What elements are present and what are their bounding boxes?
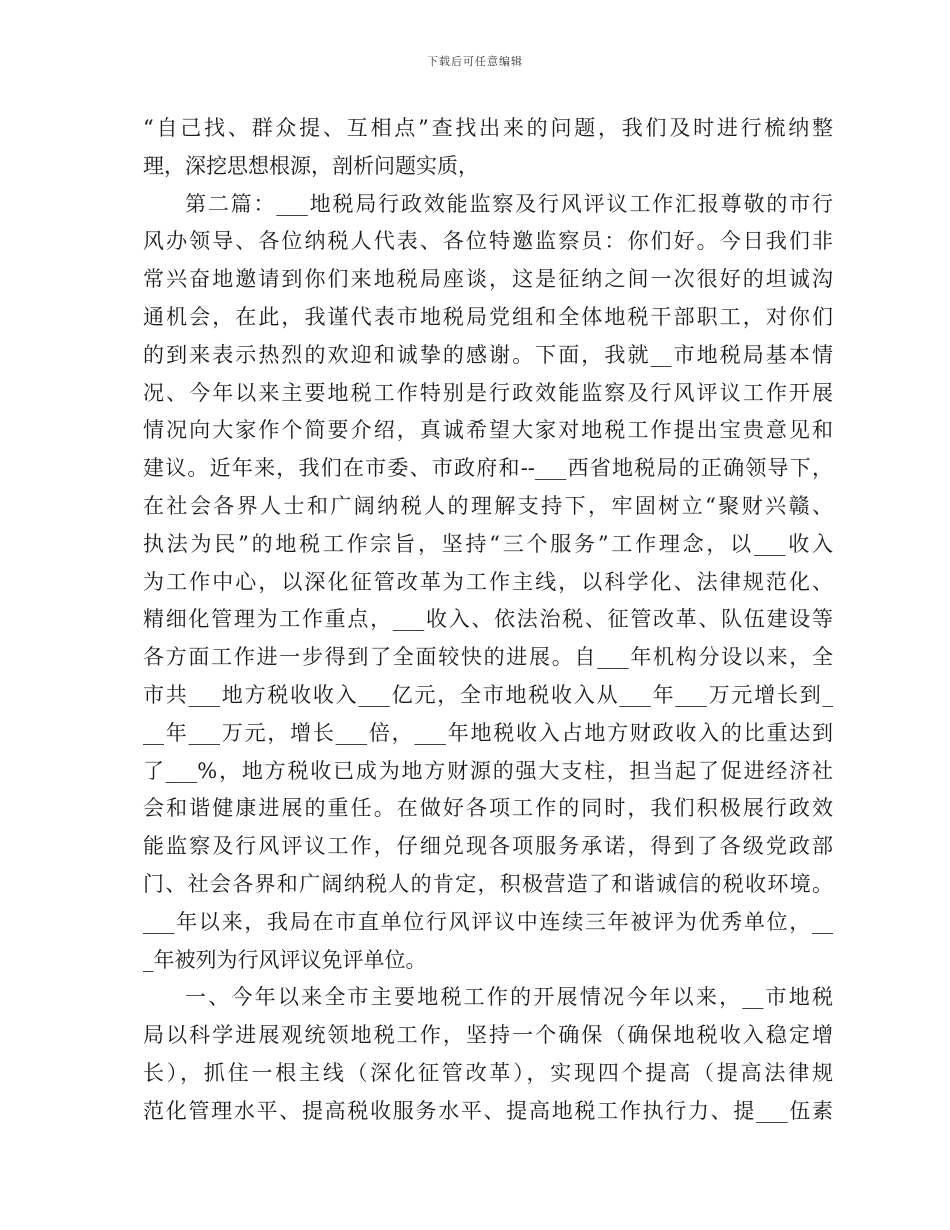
text-line: 情况向大家作个简要介绍，真诚希望大家对地税工作提出宝贵意见和 <box>143 418 833 443</box>
text-line: 一、今年以来全市主要地税工作的开展情况今年以来，__市地税 <box>185 985 833 1010</box>
text-line: 理，深挖思想根源，剖析问题实质， <box>143 153 479 178</box>
text-line: 局以科学进展观统领地税工作，坚持一个确保（确保地税收入稳定增 <box>143 1023 833 1048</box>
text-line: 市共___地方税收收入___亿元，全市地税收入从___年___万元增长到_ <box>143 682 833 707</box>
text-line: 各方面工作进一步得到了全面较快的进展。自___年机构分设以来，全 <box>143 645 833 670</box>
text-line: 能监察及行风评议工作，仔细兑现各项服务承诺，得到了各级党政部 <box>143 834 833 859</box>
body-text <box>143 110 833 1131</box>
text-line: 风办领导、各位纳税人代表、各位特邀监察员：你们好。今日我们非 <box>143 229 833 254</box>
text-line: 建议。近年来，我们在市委、市政府和--___西省地税局的正确领导下， <box>143 456 833 481</box>
text-line: 了___%，地方税收已成为地方财源的强大支柱，担当起了促进经济社 <box>143 758 833 783</box>
text-line: 会和谐健康进展的重任。在做好各项工作的同时，我们积极展行政效 <box>143 796 833 821</box>
text-line: “自己找、群众提、互相点”查找出来的问题，我们及时进行梳纳整 <box>143 116 833 140</box>
text-line: 况、今年以来主要地税工作特别是行政效能监察及行风评议工作开展 <box>143 380 833 405</box>
text-line: __年___万元，增长___倍，___年地税收入占地方财政收入的比重达到 <box>143 720 833 745</box>
text-line: _年被列为行风评议免评单位。 <box>143 947 427 972</box>
text-line: 门、社会各界和广阔纳税人的肯定，积极营造了和谐诚信的税收环境。 <box>143 871 833 896</box>
text-line: 范化管理水平、提高税收服务水平、提高地税工作执行力、提___伍素 <box>143 1098 833 1123</box>
text-line: 的到来表示热烈的欢迎和诚挚的感谢。下面，我就__市地税局基本情 <box>143 342 833 367</box>
page-header: 下载后可任意编辑 <box>427 55 523 68</box>
text-line: 第二篇：___地税局行政效能监察及行风评议工作汇报尊敬的市行 <box>185 191 833 216</box>
text-line: 为工作中心，以深化征管改革为工作主线，以科学化、法律规范化、 <box>143 569 833 594</box>
text-line: 在社会各界人士和广阔纳税人的理解支持下，牢固树立“聚财兴赣、 <box>143 493 833 518</box>
text-line: 通机会，在此，我谨代表市地税局党组和全体地税干部职工，对你们 <box>143 304 833 329</box>
text-line: ___年以来，我局在市直单位行风评议中连续三年被评为优秀单位，__ <box>143 909 833 934</box>
text-line: 常兴奋地邀请到你们来地税局座谈，这是征纳之间一次很好的坦诚沟 <box>143 267 833 292</box>
text-line: 执法为民”的地税工作宗旨，坚持“三个服务”工作理念，以___收入 <box>143 531 833 556</box>
text-line: 精细化管理为工作重点，___收入、依法治税、征管改革、队伍建设等 <box>143 607 833 632</box>
text-line: 长），抓住一根主线（深化征管改革），实现四个提高（提高法律规 <box>143 1060 833 1085</box>
